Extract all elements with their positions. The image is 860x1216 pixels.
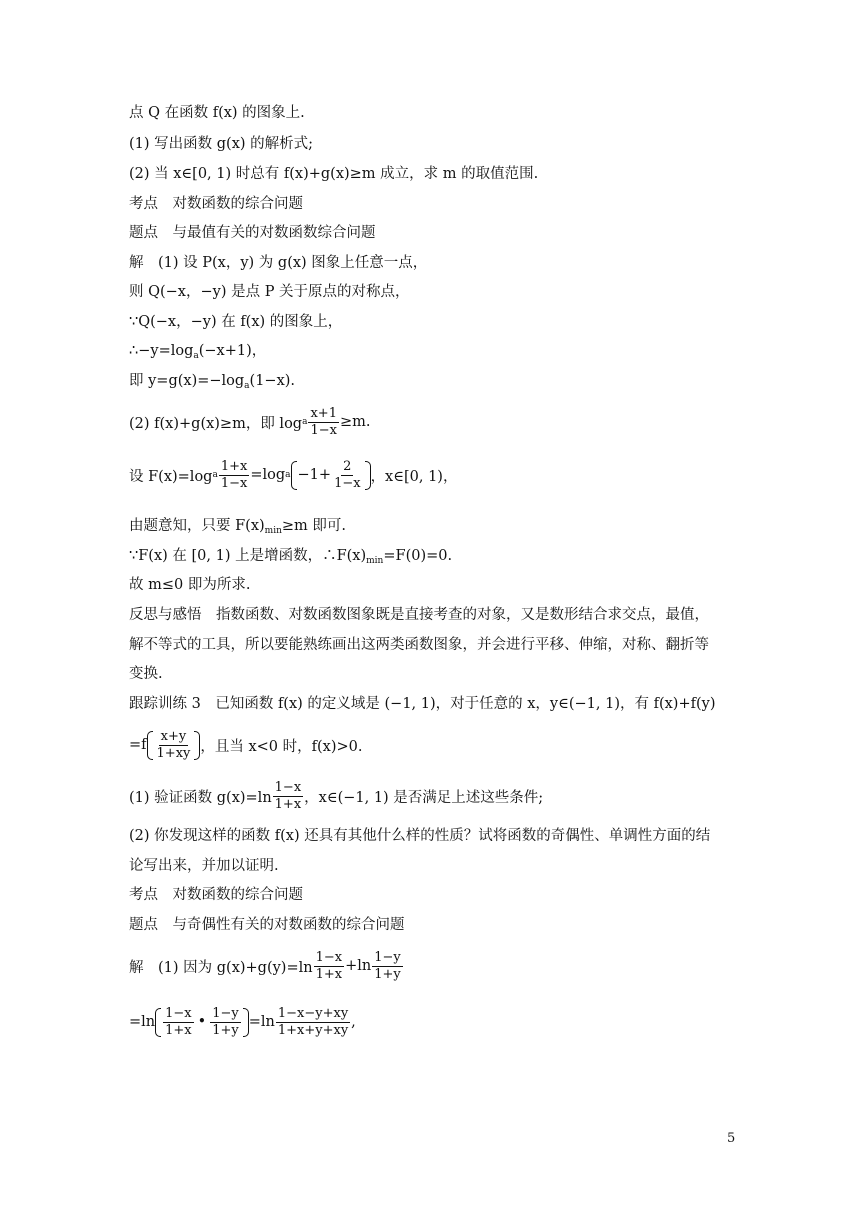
denominator: 1+x xyxy=(274,796,302,812)
txt: =f xyxy=(129,737,147,753)
denominator: 1+x xyxy=(165,1022,192,1038)
txt: (−x+1)， xyxy=(198,343,267,359)
fraction xyxy=(155,729,193,762)
fraction xyxy=(372,950,403,983)
denominator: 1−x xyxy=(220,475,248,491)
numerator: 1−x xyxy=(274,779,302,795)
section-label-tidian: 题点 与最值有关的对数函数综合问题 xyxy=(129,225,376,241)
numerator: x+1 xyxy=(310,405,337,421)
denominator: 1+y xyxy=(212,1022,239,1038)
text-line: 则 Q(−x，−y) 是点 P 关于原点的对称点， xyxy=(129,284,410,300)
log-base: a xyxy=(212,470,218,480)
log-base: a xyxy=(285,470,291,480)
text-line: (2) 你发现这样的函数 f(x) 还具有其他什么样的性质？试将函数的奇偶性、单调性方面的结 xyxy=(129,828,711,844)
txt: ，x∈[0, 1)， xyxy=(370,468,458,485)
txt: (1−x). xyxy=(249,373,296,389)
txt: ≥m. xyxy=(339,414,371,430)
txt: ，且当 x<0 时，f(x)>0. xyxy=(200,738,363,755)
numerator: 1−x xyxy=(315,949,343,965)
txt: +ln xyxy=(345,958,372,974)
denominator: 1+xy xyxy=(156,745,191,761)
formula-line xyxy=(129,775,543,817)
numerator: 1−y xyxy=(212,1005,239,1021)
txt: =F(0)=0. xyxy=(383,548,453,564)
txt: ≥m 即可. xyxy=(281,518,347,534)
txt: 解 (1) 因为 g(x)+g(y)=ln xyxy=(129,959,313,976)
denominator: 1+y xyxy=(374,966,401,982)
fraction xyxy=(210,1006,241,1039)
formula-line xyxy=(129,402,370,442)
dot-operator: • xyxy=(197,1014,207,1030)
big-parentheses xyxy=(155,1006,249,1039)
text-line xyxy=(129,371,295,396)
text-line: 点 Q 在函数 f(x) 的图象上. xyxy=(129,105,305,121)
formula-line xyxy=(129,452,457,498)
fraction xyxy=(219,459,250,492)
log-base: a xyxy=(302,417,308,427)
txt: 即 y=g(x)=−log xyxy=(129,373,245,389)
denominator: 1+x+y+xy xyxy=(277,1022,349,1038)
fraction xyxy=(314,950,345,983)
section-label-kaodian: 考点 对数函数的综合问题 xyxy=(129,196,303,212)
txt: , xyxy=(351,1014,356,1030)
numerator: 2 xyxy=(343,458,352,474)
txt: −1+ xyxy=(297,467,332,483)
txt: =ln xyxy=(129,1014,156,1030)
txt: ，x∈(−1, 1) 是否满足上述这些条件; xyxy=(304,789,544,806)
fraction xyxy=(163,1006,194,1039)
text-line: 跟踪训练 3 已知函数 f(x) 的定义域是 (−1, 1)，对于任意的 x，y∈(−1, 1)，有 f(x)+f(y) xyxy=(129,696,716,712)
log-base: a xyxy=(244,381,250,391)
text-line: 反思与感悟 指数函数、对数函数图象既是直接考查的对象，又是数形结合求交点，最值， xyxy=(129,607,709,623)
numerator: 1−x xyxy=(165,1005,192,1021)
txt: (1) 验证函数 g(x)=ln xyxy=(129,789,272,806)
txt: (2) f(x)+g(x)≥m，即 log xyxy=(129,415,303,432)
fraction xyxy=(276,1006,350,1039)
text-line xyxy=(129,546,452,571)
txt: =ln xyxy=(248,1014,275,1030)
text-line xyxy=(129,516,346,541)
text-line: (2) 当 x∈[0, 1) 时总有 f(x)+g(x)≥m 成立，求 m 的取值范围. xyxy=(129,166,539,182)
denominator: 1+x xyxy=(315,966,343,982)
text-line: 解不等式的工具，所以要能熟练画出这两类函数图象，并会进行平移、伸缩，对称、翻折等 xyxy=(129,637,709,653)
subscript: min xyxy=(366,556,384,566)
text-line xyxy=(129,341,266,366)
denominator: 1−x xyxy=(310,422,337,438)
text-line: 论写出来，并加以证明. xyxy=(129,858,279,874)
numerator: 1−y xyxy=(374,949,401,965)
section-label-kaodian: 考点 对数函数的综合问题 xyxy=(129,887,303,903)
txt: ∴−y=log xyxy=(129,343,194,359)
text-line: (1) 写出函数 g(x) 的解析式; xyxy=(129,136,314,152)
formula-line xyxy=(129,997,356,1047)
txt: =log xyxy=(250,467,286,483)
fraction xyxy=(308,406,339,439)
fraction xyxy=(332,459,363,492)
text-line: ∵Q(−x，−y) 在 f(x) 的图象上， xyxy=(129,314,343,330)
text-line: 故 m≤0 即为所求. xyxy=(129,577,251,593)
numerator: x+y xyxy=(160,728,187,744)
txt: ∵F(x) 在 [0, 1) 上是增函数，∴F(x) xyxy=(129,548,367,564)
page-number: 5 xyxy=(727,1131,736,1146)
big-parentheses xyxy=(291,459,371,492)
txt: 设 F(x)=log xyxy=(129,468,213,485)
denominator: 1−x xyxy=(334,475,361,491)
text-line: 变换. xyxy=(129,666,163,682)
numerator: 1+x xyxy=(220,458,248,474)
log-base: a xyxy=(193,351,199,361)
big-parentheses xyxy=(147,729,201,762)
text-line: 解 (1) 设 P(x，y) 为 g(x) 图象上任意一点， xyxy=(129,255,428,271)
section-label-tidian: 题点 与奇偶性有关的对数函数的综合问题 xyxy=(129,917,405,933)
fraction xyxy=(273,780,304,813)
txt: 由题意知，只要 F(x) xyxy=(129,518,265,534)
formula-line xyxy=(129,722,363,768)
numerator: 1−x−y+xy xyxy=(277,1005,349,1021)
subscript: min xyxy=(264,526,282,536)
formula-line xyxy=(129,945,404,987)
